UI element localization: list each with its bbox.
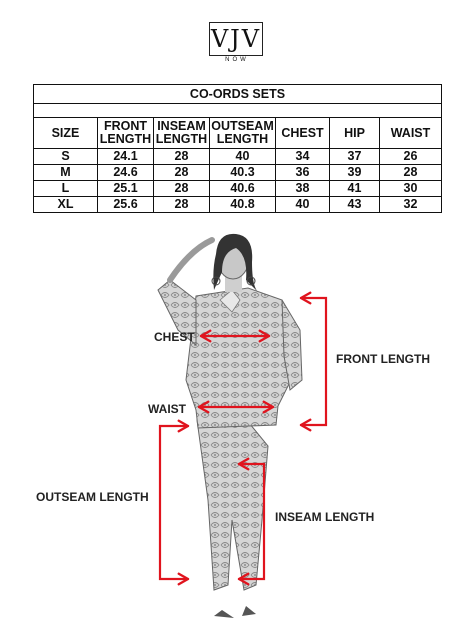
table-row xyxy=(34,149,442,165)
header-size: SIZE xyxy=(34,118,98,149)
cell-front-length: 24.6 xyxy=(98,165,154,181)
header-outseam-length: OUTSEAM LENGTH xyxy=(210,118,276,149)
logo-subtitle: NOW xyxy=(225,57,249,63)
cell-front-length: 24.1 xyxy=(98,149,154,165)
brand-logo xyxy=(209,22,265,66)
cell-waist: 32 xyxy=(380,197,442,213)
header-hip: HIP xyxy=(330,118,380,149)
front-length-bracket xyxy=(301,298,326,425)
cell-size: S xyxy=(34,149,98,165)
chest-label: CHEST xyxy=(154,330,195,344)
outseam-length-label: OUTSEAM LENGTH xyxy=(36,490,149,504)
table-row xyxy=(34,165,442,181)
cell-size: L xyxy=(34,181,98,197)
table-title: CO-ORDS SETS xyxy=(34,85,442,104)
cell-size: M xyxy=(34,165,98,181)
table-row xyxy=(34,181,442,197)
cell-inseam-length: 28 xyxy=(154,197,210,213)
cell-hip: 43 xyxy=(330,197,380,213)
cell-waist: 30 xyxy=(380,181,442,197)
cell-front-length: 25.6 xyxy=(98,197,154,213)
outseam-length-bracket xyxy=(160,426,188,579)
table-row xyxy=(34,197,442,213)
table-spacer xyxy=(34,104,442,118)
cell-outseam-length: 40.8 xyxy=(210,197,276,213)
header-front-length: FRONT LENGTH xyxy=(98,118,154,149)
cell-hip: 39 xyxy=(330,165,380,181)
cell-hip: 37 xyxy=(330,149,380,165)
cell-chest: 38 xyxy=(276,181,330,197)
waist-label: WAIST xyxy=(148,402,186,416)
cell-front-length: 25.1 xyxy=(98,181,154,197)
cell-size: XL xyxy=(34,197,98,213)
cell-chest: 40 xyxy=(276,197,330,213)
cell-waist: 26 xyxy=(380,149,442,165)
inseam-length-label: INSEAM LENGTH xyxy=(275,510,375,524)
cell-inseam-length: 28 xyxy=(154,165,210,181)
cell-chest: 36 xyxy=(276,165,330,181)
cell-outseam-length: 40 xyxy=(210,149,276,165)
cell-inseam-length: 28 xyxy=(154,181,210,197)
front-length-label: FRONT LENGTH xyxy=(336,352,430,366)
header-chest: CHEST xyxy=(276,118,330,149)
cell-chest: 34 xyxy=(276,149,330,165)
header-inseam-length: INSEAM LENGTH xyxy=(154,118,210,149)
cell-outseam-length: 40.6 xyxy=(210,181,276,197)
model-measurement-illustration xyxy=(0,225,474,632)
header-waist: WAIST xyxy=(380,118,442,149)
cell-hip: 41 xyxy=(330,181,380,197)
cell-waist: 28 xyxy=(380,165,442,181)
logo-mark: VJV xyxy=(210,25,262,53)
cell-outseam-length: 40.3 xyxy=(210,165,276,181)
size-chart-table xyxy=(33,84,442,213)
cell-inseam-length: 28 xyxy=(154,149,210,165)
